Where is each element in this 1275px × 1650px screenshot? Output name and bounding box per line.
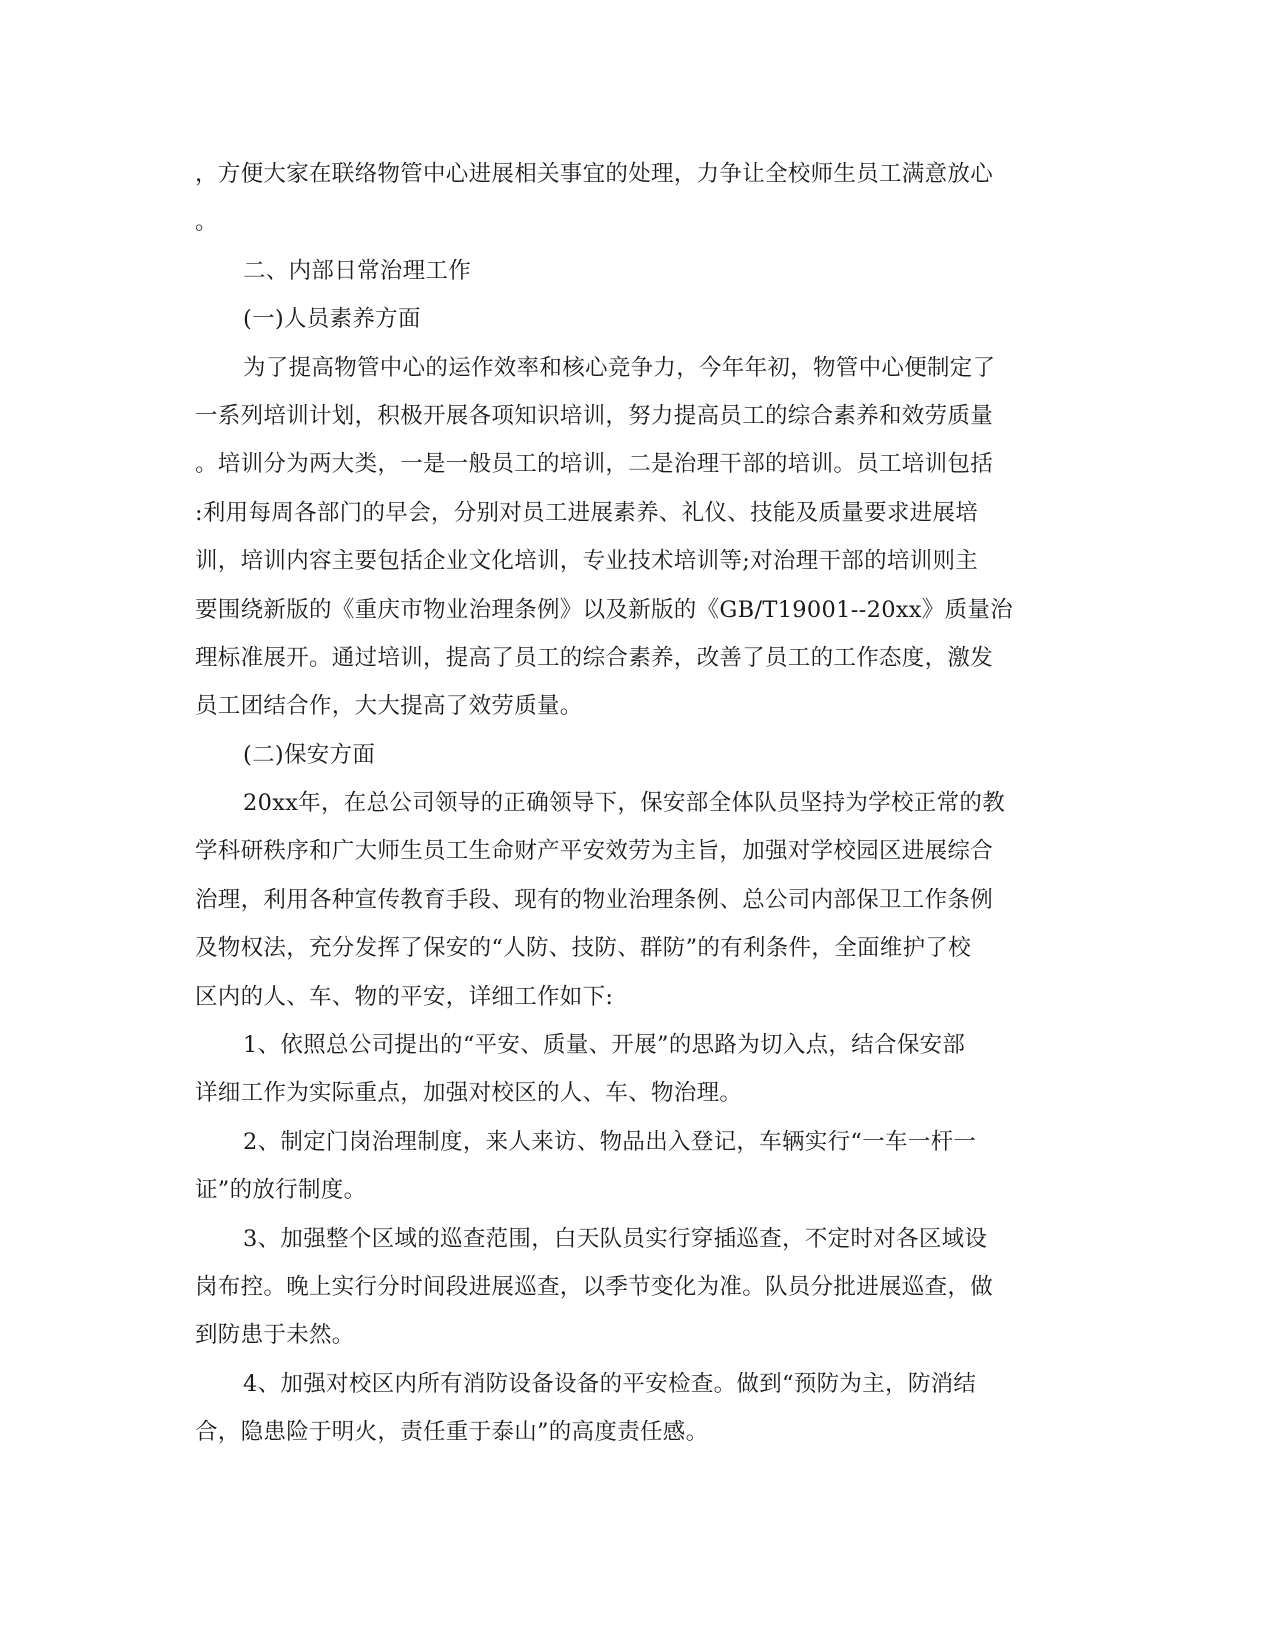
text-line: 2、制定门岗治理制度，来人来访、物品出入登记，车辆实行“一车一杆一 [243,1128,977,1155]
text-line: 。 [195,209,218,236]
text-line: 要围绕新版的《重庆市物业治理条例》以及新版的《GB/T19001--20xx》质量治 [195,596,1013,623]
text-line: 一系列培训计划，积极开展各项知识培训，努力提高员工的综合素养和效劳质量 [195,402,994,429]
document-body [195,150,1075,1457]
text-line: 理标准展开。通过培训，提高了员工的综合素养，改善了员工的工作态度，激发 [195,644,994,671]
text-line: 20xx年，在总公司领导的正确领导下，保安部全体队员坚持为学校正常的教 [243,790,1006,817]
text-line: 为了提高物管中心的运作效率和核心竞争力，今年年初，物管中心便制定了 [243,354,996,381]
text-line: 二、内部日常治理工作 [243,257,472,284]
text-line: (一)人员素养方面 [243,306,421,333]
text-line: 证”的放行制度。 [195,1177,367,1204]
text-line: :利用每周各部门的早会，分别对员工进展素养、礼仪、技能及质量要求进展培 [195,499,979,526]
text-line: 。培训分为两大类，一是一般员工的培训，二是治理干部的培训。员工培训包括 [195,451,994,478]
text-line: 员工团结合作，大大提高了效劳质量。 [195,693,583,720]
text-line: 3、加强整个区域的巡查范围，白天队员实行穿插巡查，不定时对各区域设 [243,1225,988,1252]
text-line: 治理，利用各种宣传教育手段、现有的物业治理条例、总公司内部保卫工作条例 [195,886,994,913]
text-line: 岗布控。晚上实行分时间段进展巡查，以季节变化为准。队员分批进展巡查，做 [195,1273,994,1300]
text-line: 合，隐患险于明火，责任重于泰山”的高度责任感。 [195,1419,709,1446]
text-line: 详细工作为实际重点，加强对校区的人、车、物治理。 [195,1080,743,1107]
text-line: 训，培训内容主要包括企业文化培训，专业技术培训等;对治理干部的培训则主 [195,548,979,575]
text-line: ，方便大家在联络物管中心进展相关事宜的处理，力争让全校师生员工满意放心 [195,161,994,187]
text-line: 学科研秩序和广大师生员工生命财产平安效劳为主旨，加强对学校园区进展综合 [195,838,994,865]
text-line: 4、加强对校区内所有消防设备设备的平安检查。做到“预防为主，防消结 [243,1370,977,1397]
text-line: (二)保安方面 [243,741,376,768]
text-line: 到防患于未然。 [195,1322,355,1349]
text-line: 1、依照总公司提出的“平安、质量、开展”的思路为切入点，结合保安部 [243,1032,966,1059]
text-line: 及物权法，充分发挥了保安的“人防、技防、群防”的有利条件，全面维护了校 [195,935,972,962]
text-line: 区内的人、车、物的平安，详细工作如下: [195,983,614,1010]
